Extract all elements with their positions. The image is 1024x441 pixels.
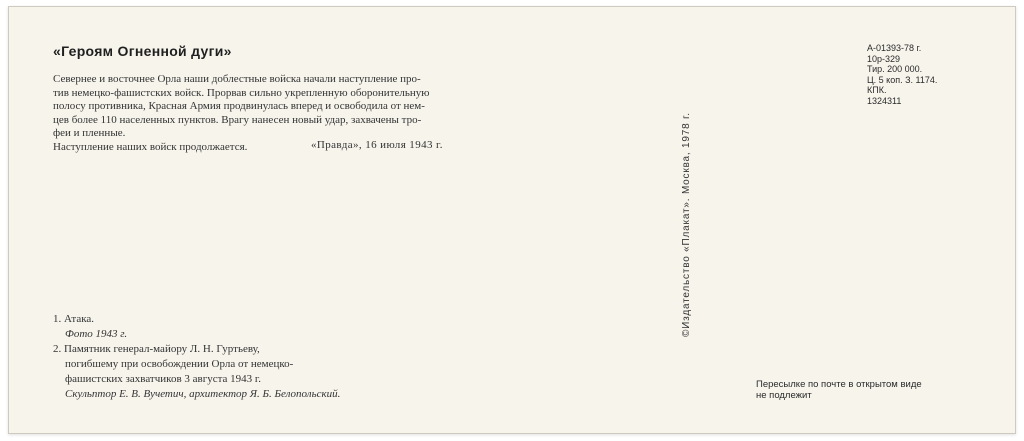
postal-note-line: не подлежит <box>756 390 812 401</box>
caption-2-line: погибшему при освобождении Орла от немецко- <box>65 358 294 370</box>
postcard-back <box>8 6 1016 434</box>
postal-note <box>756 379 922 401</box>
card-title: «Героям Огненной дуги» <box>53 43 232 59</box>
publisher-vertical-text: ©Издательство «Плакат». Москва, 1978 г. <box>681 112 692 337</box>
pub-info-line: А-01393-78 г. <box>867 43 922 53</box>
pub-info-line: Тир. 200 000. <box>867 64 923 74</box>
pub-info-line: КПК. <box>867 85 887 95</box>
quote-source: «Правда», 16 июля 1943 г. <box>311 139 443 151</box>
pub-info-line: Ц. 5 коп. З. 1174. <box>867 74 938 85</box>
caption-2-line: 2. Памятник генерал-майору Л. Н. Гуртьеву, <box>53 343 260 355</box>
caption-2-authors: Скульптор Е. В. Вучетич, архитектор Я. Б. Белопольский. <box>65 388 341 400</box>
pub-info-line: 1324311 <box>867 95 902 106</box>
body-line: тив немецко-фашистских войск. Прорвав сильно укрепленную оборонительную <box>53 86 430 99</box>
caption-1-photo: Фото 1943 г. <box>65 328 128 340</box>
postal-note-line: Пересылке по почте в открытом виде <box>756 379 922 390</box>
pub-info-line: 10р-329 <box>867 53 901 64</box>
body-line: Наступление наших войск продолжается. <box>53 140 248 153</box>
body-line: феи и пленные. <box>53 127 126 140</box>
photo-captions <box>53 312 340 402</box>
body-line: полосу противника, Красная Армия продвинулась вперед и освободила от нем- <box>53 100 425 113</box>
body-line: цев более 110 населенных пунктов. Врагу нанесен новый удар, захвачены тро- <box>53 113 422 126</box>
caption-1-title: 1. Атака. <box>53 313 95 325</box>
body-line: Севернее и восточнее Орла наши доблестные войска начали наступление про- <box>53 73 421 85</box>
caption-2-line: фашистских захватчиков 3 августа 1943 г. <box>65 373 261 385</box>
publication-info <box>867 43 937 106</box>
